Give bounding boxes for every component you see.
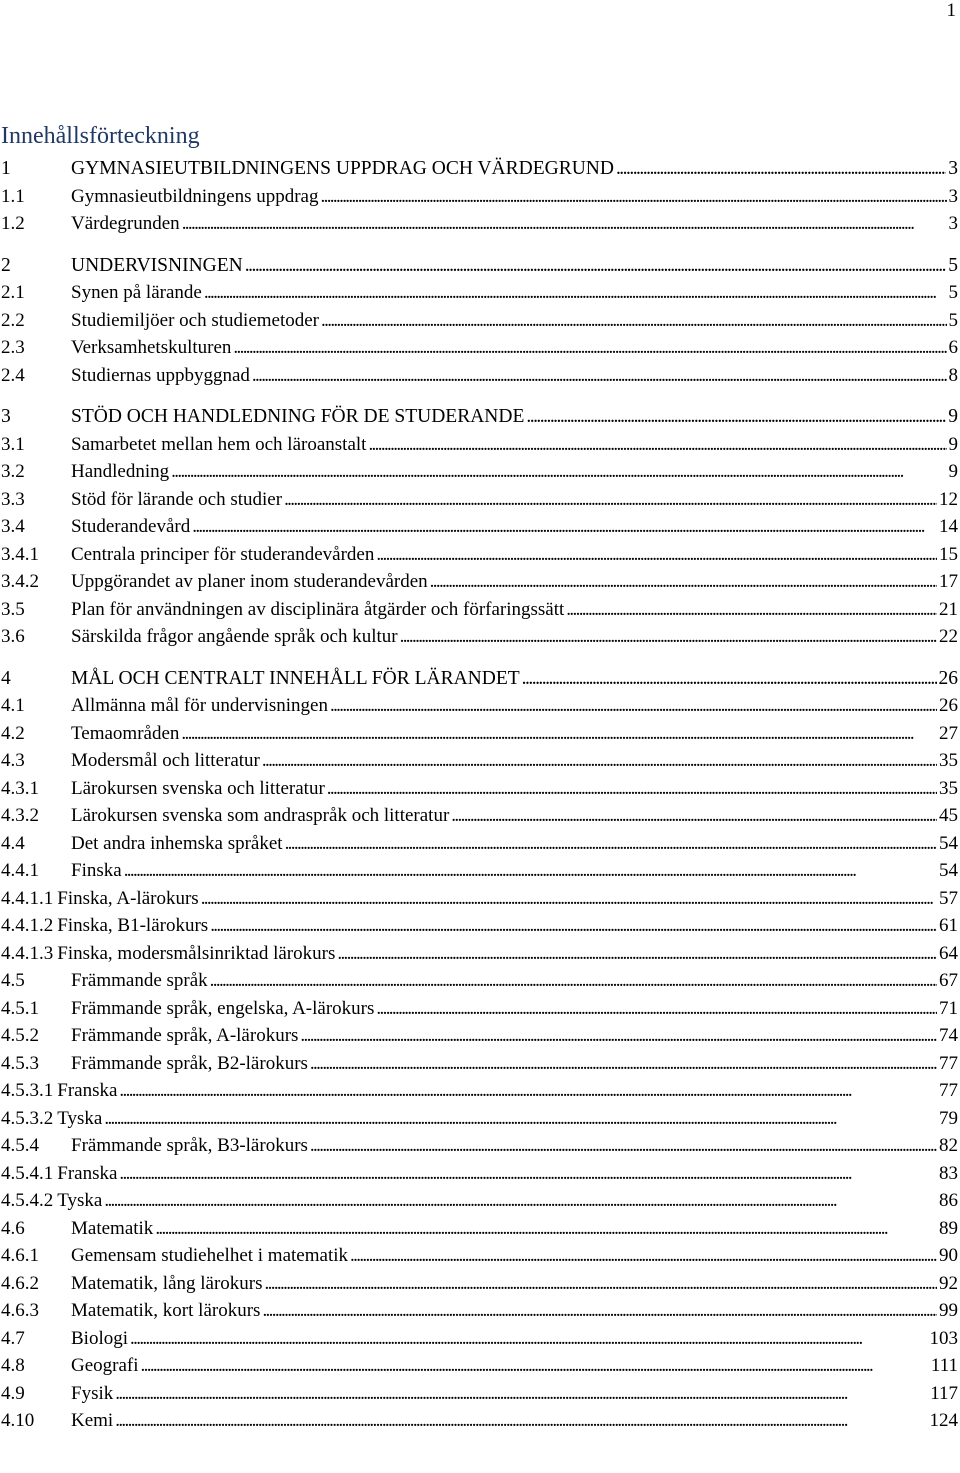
toc-entry-title: Verksamhetskulturen (71, 337, 232, 358)
toc-entry[interactable] (0, 1352, 960, 1380)
dot-leader (124, 857, 937, 885)
toc-entry-page: 82 (939, 1135, 958, 1156)
toc-entry-number: 3.6 (1, 626, 25, 647)
toc-entry-title: Främmande språk, B3-lärokurs (71, 1135, 308, 1156)
dot-leader (130, 1325, 927, 1353)
dot-leader (265, 1270, 937, 1298)
toc-entry[interactable] (0, 210, 960, 238)
toc-entry-page: 89 (939, 1217, 958, 1239)
toc-entry-title: Tyska (57, 1190, 103, 1211)
toc-entry-title: Matematik (71, 1217, 154, 1239)
dot-leader (321, 183, 947, 211)
dot-leader (321, 307, 946, 335)
toc-entry-title: Lärokursen svenska och litteratur (71, 777, 325, 799)
toc-entry-number: 1.2 (1, 213, 25, 234)
dot-leader (310, 1050, 937, 1078)
toc-entry[interactable] (0, 1187, 960, 1215)
toc-entry-number: 4.1 (1, 695, 25, 716)
toc-entry-title: Temaområden (71, 722, 180, 744)
toc-entry-title: Matematik, lång lärokurs (71, 1272, 263, 1294)
toc-entry[interactable] (0, 692, 960, 720)
dot-leader (119, 1160, 937, 1188)
dot-leader (252, 362, 947, 390)
toc-entry-number: 4.6.1 (1, 1245, 39, 1266)
toc-entry-title: Uppgörandet av planer inom studerandevården (71, 571, 428, 592)
toc-entry-page: 54 (939, 860, 958, 881)
toc-entry-title: MÅL OCH CENTRALT INNEHÅLL FÖR LÄRANDET (71, 667, 520, 689)
dot-leader (262, 747, 937, 775)
toc-entry[interactable] (0, 1325, 960, 1353)
toc-entry-page: 14 (939, 516, 958, 537)
dot-leader (526, 403, 946, 431)
toc-entry-page: 22 (939, 626, 958, 647)
toc-entry-title: Främmande språk, A-lärokurs (71, 1025, 299, 1046)
toc-entry-page: 90 (939, 1245, 958, 1266)
toc-entry[interactable] (0, 1160, 960, 1188)
toc-entry[interactable] (0, 857, 960, 885)
toc-entry[interactable] (0, 1297, 960, 1325)
toc-entry[interactable] (0, 775, 960, 803)
toc-entry-number: 3.2 (1, 461, 25, 482)
dot-leader (368, 431, 946, 459)
toc-entry-number: 4.5.2 (1, 1025, 39, 1046)
toc-entry[interactable] (0, 1050, 960, 1078)
dot-leader (337, 940, 937, 968)
toc-entry-title: UNDERVISNINGEN (71, 254, 243, 276)
toc-entry-number: 4.6 (1, 1217, 25, 1239)
toc-entry[interactable] (0, 885, 960, 913)
toc-entry-number: 1.1 (1, 185, 25, 207)
toc-entry-page: 83 (939, 1162, 958, 1184)
toc-entry-title: Matematik, kort lärokurs (71, 1300, 261, 1321)
dot-leader (204, 279, 947, 307)
toc-entry-title: Plan för användningen av disciplinära åtgärder och förfaringssätt (71, 598, 565, 620)
toc-entry-page: 54 (939, 832, 958, 854)
toc-entry[interactable] (0, 995, 960, 1023)
dot-leader (522, 665, 937, 693)
dot-leader (141, 1352, 929, 1380)
table-of-contents (0, 155, 960, 1435)
toc-entry-number: 3.4 (1, 516, 25, 537)
toc-entry-page: 57 (939, 887, 958, 909)
toc-entry-title: Stöd för lärande och studier (71, 488, 283, 510)
toc-entry-title: Studiemiljöer och studiemetoder (71, 309, 320, 331)
toc-entry-page: 8 (948, 364, 958, 386)
toc-entry-page: 67 (939, 970, 958, 991)
toc-entry[interactable] (0, 486, 960, 514)
toc-entry-number: 3.3 (1, 488, 25, 510)
toc-entry-title: Modersmål och litteratur (71, 750, 260, 771)
toc-entry[interactable] (0, 513, 960, 541)
toc-entry-title: Gymnasieutbildningens uppdrag (71, 185, 319, 207)
dot-leader (285, 830, 937, 858)
toc-entry-page: 21 (939, 598, 958, 620)
toc-entry-page: 45 (939, 805, 958, 826)
dot-leader (376, 541, 937, 569)
toc-entry-number: 2.3 (1, 337, 25, 358)
toc-entry[interactable] (0, 623, 960, 651)
toc-entry-page: 26 (939, 695, 958, 716)
toc-entry[interactable] (0, 720, 960, 748)
toc-entry-title: Främmande språk, engelska, A-lärokurs (71, 997, 375, 1019)
toc-entry-number: 3.1 (1, 433, 25, 455)
toc-entry[interactable] (0, 1215, 960, 1243)
toc-entry-number: 4.3.2 (1, 805, 39, 826)
dot-leader (616, 155, 946, 183)
dot-leader (115, 1380, 928, 1408)
toc-entry[interactable] (0, 568, 960, 596)
toc-entry-number: 2 (1, 254, 11, 276)
toc-entry-page: 64 (939, 942, 958, 964)
toc-entry-title: Samarbetet mellan hem och läroanstalt (71, 433, 367, 455)
toc-entry-page: 77 (939, 1052, 958, 1074)
dot-leader (566, 596, 937, 624)
dot-leader (171, 458, 946, 486)
toc-entry-title: STÖD OCH HANDLEDNING FÖR DE STUDERANDE (71, 406, 525, 427)
toc-entry-number: 4.5.4 (1, 1135, 39, 1156)
toc-entry-number: 4.4.1.2 (1, 915, 54, 936)
toc-entry-page: 77 (939, 1080, 958, 1101)
toc-entry-title: Särskilda frågor angående språk och kultur (71, 626, 398, 647)
toc-entry[interactable] (0, 1077, 960, 1105)
dot-leader (300, 1022, 937, 1050)
toc-entry-number: 4.6.2 (1, 1272, 39, 1294)
toc-entry-number: 3 (1, 406, 11, 427)
dot-leader (210, 912, 937, 940)
toc-title: Innehållsförteckning (1, 123, 200, 149)
toc-entry-page: 117 (930, 1382, 958, 1404)
toc-entry[interactable] (0, 1022, 960, 1050)
toc-entry[interactable] (0, 541, 960, 569)
toc-entry[interactable] (0, 252, 960, 280)
toc-entry-page: 74 (939, 1025, 958, 1046)
toc-entry-title: Värdegrunden (71, 213, 180, 234)
dot-leader (451, 802, 937, 830)
toc-entry-page: 3 (948, 158, 958, 179)
toc-entry-number: 4.7 (1, 1327, 25, 1349)
toc-entry-page: 124 (929, 1410, 958, 1431)
toc-entry-page: 15 (939, 543, 958, 565)
toc-entry-page: 99 (939, 1300, 958, 1321)
toc-entry-title: Studerandevård (71, 516, 191, 537)
toc-entry-title: GYMNASIEUTBILDNINGENS UPPDRAG OCH VÄRDEGRUND (71, 158, 614, 179)
toc-entry-title: Franska (57, 1080, 118, 1101)
toc-entry-page: 79 (939, 1107, 958, 1129)
toc-entry-number: 4.8 (1, 1355, 25, 1376)
toc-entry[interactable] (0, 1380, 960, 1408)
toc-entry-number: 4.5.1 (1, 997, 39, 1019)
dot-leader (155, 1215, 937, 1243)
toc-entry-number: 1 (1, 158, 11, 179)
toc-entry[interactable] (0, 802, 960, 830)
toc-entry[interactable] (0, 431, 960, 459)
toc-entry[interactable] (0, 458, 960, 486)
toc-entry[interactable] (0, 665, 960, 693)
toc-entry-title: Allmänna mål för undervisningen (71, 695, 328, 716)
toc-entry-number: 4.5.3.2 (1, 1107, 54, 1129)
dot-leader (233, 334, 946, 362)
toc-entry-number: 4.5.4.2 (1, 1190, 54, 1211)
toc-entry-title: Finska, modersmålsinriktad lärokurs (57, 942, 336, 964)
toc-entry-number: 3.4.2 (1, 571, 39, 592)
toc-entry-page: 17 (939, 571, 958, 592)
dot-leader (104, 1187, 937, 1215)
toc-entry-title: Centrala principer för studerandevården (71, 543, 375, 565)
toc-entry-number: 4.2 (1, 722, 25, 744)
dot-leader (430, 568, 937, 596)
toc-entry[interactable] (0, 747, 960, 775)
toc-entry-title: Finska (71, 860, 122, 881)
dot-leader (310, 1132, 937, 1160)
dot-leader (201, 885, 937, 913)
toc-entry-number: 4.6.3 (1, 1300, 39, 1321)
toc-entry-title: Lärokursen svenska som andraspråk och litteratur (71, 805, 450, 826)
toc-entry-title: Synen på lärande (71, 282, 202, 303)
toc-entry-title: Franska (57, 1162, 118, 1184)
toc-entry-page: 92 (939, 1272, 958, 1294)
toc-entry-page: 3 (948, 185, 958, 207)
toc-entry[interactable] (0, 912, 960, 940)
toc-entry-page: 35 (939, 750, 958, 771)
toc-entry-page: 71 (939, 997, 958, 1019)
toc-entry-title: Studiernas uppbyggnad (71, 364, 250, 386)
toc-entry-title: Finska, A-lärokurs (57, 887, 199, 909)
dot-leader (104, 1105, 937, 1133)
dot-leader (210, 967, 937, 995)
toc-entry-number: 4.3.1 (1, 777, 39, 799)
toc-entry[interactable] (0, 155, 960, 183)
toc-entry-page: 35 (939, 777, 958, 799)
dot-leader (182, 210, 947, 238)
toc-entry-title: Geografi (71, 1355, 139, 1376)
toc-entry-title: Fysik (71, 1382, 114, 1404)
toc-entry-page: 26 (938, 667, 958, 689)
toc-entry-page: 61 (939, 915, 958, 936)
dot-leader (181, 720, 937, 748)
toc-entry-number: 4.5 (1, 970, 25, 991)
toc-entry-title: Handledning (71, 461, 170, 482)
toc-entry-page: 9 (948, 406, 958, 427)
toc-entry-page: 5 (948, 309, 958, 331)
toc-entry[interactable] (0, 1270, 960, 1298)
toc-entry[interactable] (0, 183, 960, 211)
dot-leader (115, 1407, 927, 1435)
toc-entry-number: 4.5.4.1 (1, 1162, 54, 1184)
toc-entry-title: Tyska (57, 1107, 103, 1129)
toc-entry-title: Kemi (71, 1410, 114, 1431)
toc-entry-page: 103 (929, 1327, 958, 1349)
dot-leader (400, 623, 937, 651)
toc-entry[interactable] (0, 307, 960, 335)
toc-entry-number: 4.10 (1, 1410, 35, 1431)
toc-entry-number: 2.2 (1, 309, 25, 331)
toc-entry-number: 4.5.3 (1, 1052, 39, 1074)
toc-entry-title: Gemensam studiehelhet i matematik (71, 1245, 349, 1266)
dot-leader (262, 1297, 937, 1325)
toc-entry[interactable] (0, 1105, 960, 1133)
toc-entry-page: 86 (939, 1190, 958, 1211)
toc-entry[interactable] (0, 334, 960, 362)
toc-entry-number: 4.9 (1, 1382, 25, 1404)
toc-entry[interactable] (0, 1132, 960, 1160)
toc-entry-number: 3.5 (1, 598, 25, 620)
toc-entry-title: Främmande språk (71, 970, 208, 991)
toc-entry[interactable] (0, 1242, 960, 1270)
toc-entry-title: Det andra inhemska språket (71, 832, 283, 854)
dot-leader (327, 775, 937, 803)
toc-entry-number: 4.4.1.3 (1, 942, 54, 964)
toc-entry[interactable] (0, 362, 960, 390)
toc-entry-page: 5 (948, 254, 958, 276)
toc-entry[interactable] (0, 279, 960, 307)
toc-entry-number: 3.4.1 (1, 543, 39, 565)
toc-entry-number: 4.5.3.1 (1, 1080, 54, 1101)
toc-entry[interactable] (0, 596, 960, 624)
toc-entry-number: 2.1 (1, 282, 25, 303)
toc-entry-number: 4.4 (1, 832, 25, 854)
toc-entry[interactable] (0, 830, 960, 858)
dot-leader (376, 995, 937, 1023)
toc-entry-title: Finska, B1-lärokurs (57, 915, 209, 936)
toc-entry-page: 9 (948, 433, 958, 455)
toc-entry-page: 3 (948, 213, 958, 234)
toc-entry-page: 27 (939, 722, 958, 744)
toc-entry-number: 4.4.1.1 (1, 887, 54, 909)
dot-leader (192, 513, 937, 541)
toc-entry-title: Biologi (71, 1327, 129, 1349)
page-number: 1 (946, 0, 956, 21)
dot-leader (350, 1242, 937, 1270)
toc-entry[interactable] (0, 967, 960, 995)
toc-entry-page: 5 (948, 282, 958, 303)
toc-entry-page: 9 (948, 461, 958, 482)
toc-entry-page: 12 (939, 488, 958, 510)
toc-entry[interactable] (0, 940, 960, 968)
dot-leader (330, 692, 937, 720)
toc-entry-number: 4.3 (1, 750, 25, 771)
toc-entry[interactable] (0, 403, 960, 431)
toc-entry-number: 4 (1, 667, 11, 689)
toc-entry[interactable] (0, 1407, 960, 1435)
toc-entry-number: 4.4.1 (1, 860, 39, 881)
toc-entry-page: 6 (948, 337, 958, 358)
dot-leader (284, 486, 937, 514)
toc-entry-number: 2.4 (1, 364, 25, 386)
toc-entry-page: 111 (930, 1355, 958, 1376)
dot-leader (119, 1077, 937, 1105)
dot-leader (245, 252, 946, 280)
toc-entry-title: Främmande språk, B2-lärokurs (71, 1052, 308, 1074)
